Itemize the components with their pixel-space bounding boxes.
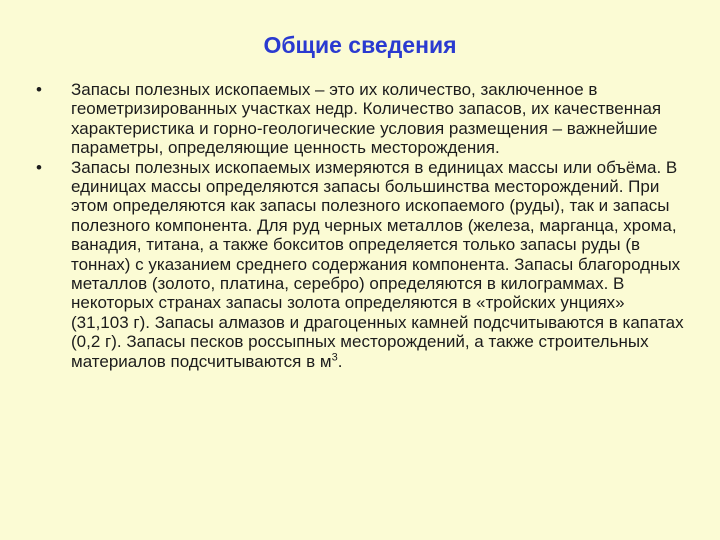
superscript-exponent: 3 — [331, 351, 338, 364]
bullet-text — [71, 158, 686, 371]
bullet-item — [36, 158, 686, 371]
bullet-dot-icon: • — [36, 80, 42, 99]
bullet-text-suffix: . — [337, 351, 343, 371]
bullet-text: Запасы полезных ископаемых – это их количество, заключенное в геометризированных участках недр. Количество запасов, их качественная характеристика и горно-геологические условия размещения – важнейшие параметры, определяющие ценность месторождения. — [71, 80, 662, 158]
bullet-list — [36, 80, 686, 371]
slide-title: Общие сведения — [263, 32, 457, 58]
bullet-text-body: Запасы полезных ископаемых измеряются в единицах массы или объёма. В единицах массы определяются запасы большинства месторождений. При этом определяются как запасы полезного ископаемого (руды), так и запасы полезного компонента. Для руд черных металлов (железа, марганца, хрома, ванадия, титана, а также бокситов определяется только запасы руды (в тоннах) с указанием среднего содержания компонента. Запасы благородных металлов (золото, платина, серебро) определяются в килограммах. В некоторых странах запасы золота определяются в «тройских унциях» (31,103 г). Запасы алмазов и драгоценных камней подсчитываются в капатах (0,2 г). Запасы песков россыпных месторождений, а также строительных материалов подсчитываются в м — [71, 157, 684, 371]
bullet-dot-icon: • — [36, 157, 42, 177]
bullet-item — [36, 80, 686, 158]
